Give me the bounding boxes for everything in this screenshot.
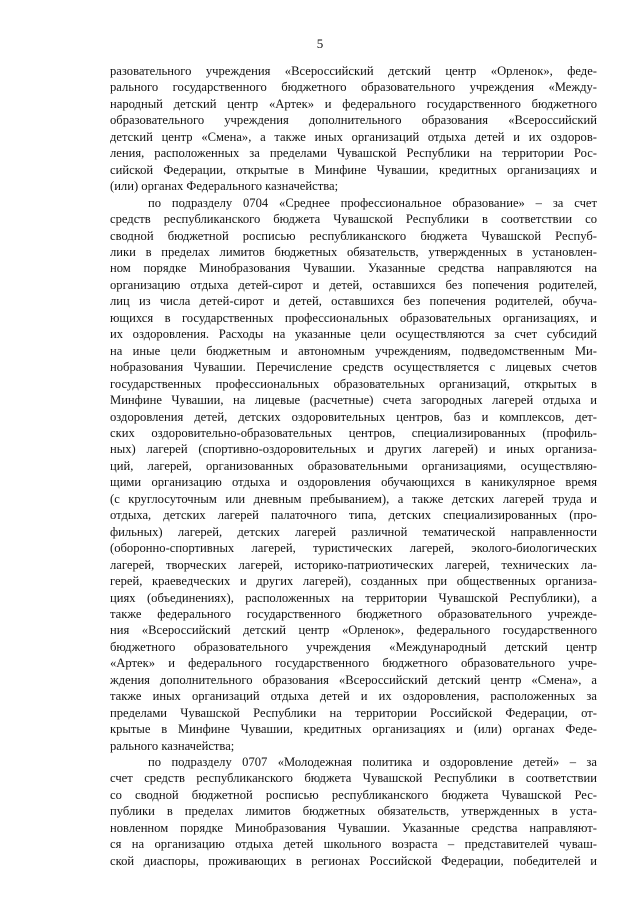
text-line: народный детский центр «Артек» и федерального государственного бюджетного [110, 96, 597, 111]
text-line: (оборонно-спортивных лагерей, туристических лагерей, эколого-биологических [110, 541, 597, 556]
text-line: циях (объединениях), расположенных на территории Чувашской Республики), а [110, 590, 597, 605]
body-text [110, 63, 597, 869]
text-line: детский центр «Смена», а также иных организаций отдыха детей и их оздоров- [110, 129, 597, 144]
text-line: также федерального государственного бюджетного образовательного учрежде- [110, 606, 597, 621]
text-line: фильных) лагерей, детских лагерей различной тематической направленности [110, 524, 597, 539]
text-line: также иных организаций отдыха детей и их оздоровления, расположенных за [110, 689, 597, 704]
text-line: (или) органах Федерального казначейства; [110, 179, 339, 194]
text-line: лики в пределах лимитов бюджетных обязательств, утвержденных в установлен- [110, 244, 597, 259]
text-line: нобразования Чувашии. Перечисление средств осуществляется с лицевых счетов [110, 360, 597, 375]
text-line: отдыха, детских лагерей палаточного типа, детских специализированных (про- [110, 508, 597, 523]
text-line: ждения дополнительного образования «Всероссийский детский центр «Смена», а [110, 672, 597, 687]
text-line: рального государственного бюджетного образовательного учреждения «Между- [110, 80, 597, 95]
paragraph-first-line: по подразделу 0707 «Молодежная политика и оздоровление детей» – за [148, 755, 597, 770]
text-line: ских оздоровительно-образовательных центров, специализированных (профиль- [110, 425, 597, 440]
text-line: сводной бюджетной росписью республиканского бюджета Чувашской Респуб- [110, 228, 597, 243]
text-line: на иные цели бюджетным и автономным учреждениям, подведомственным Ми- [110, 343, 597, 358]
text-line: ления, расположенных за пределами Чувашской Республики на территории Рос- [110, 146, 597, 161]
text-line: (с круглосуточным или дневным пребыванием), а также детских лагерей труда и [110, 491, 597, 506]
text-line: публики в пределах лимитов бюджетных обязательств, утвержденных в уста- [110, 804, 597, 819]
text-line: разовательного учреждения «Всероссийский детский центр «Орленок», феде- [110, 64, 597, 78]
text-line: со сводной бюджетной росписью республиканского бюджета Чувашской Рес- [110, 787, 597, 802]
text-line: сийской Федерации, открытые в Минфине Чувашии, кредитных организациях и [110, 162, 597, 177]
text-line: ном порядке Минобразования Чувашии. Указанные средства направляются на [110, 261, 597, 276]
text-line: организацию отдыха детей-сирот и детей, оставшихся без попечения родителей, [110, 277, 597, 292]
text-line: образовательного учреждения дополнительного образования «Всероссийский [110, 113, 597, 128]
text-line: ния «Всероссийский детский центр «Орленок», федерального государственного [110, 623, 597, 638]
page-number: 5 [316, 36, 324, 51]
text-line: крытые в Минфине Чувашии, кредитных организациях и (или) органах Феде- [110, 722, 597, 737]
text-line: ных) лагерей (спортивно-оздоровительных и других лагерей) и иных организа- [110, 442, 597, 457]
text-line: «Артек» и федерального государственного бюджетного образовательного учре- [110, 656, 597, 671]
text-line: государственных профессиональных образовательных организаций, открытых в [110, 376, 597, 391]
text-line: щими организацию отдыха и оздоровления обучающихся в каникулярное время [110, 475, 597, 490]
text-line: счет средств республиканского бюджета Чувашской Республики в соответствии [110, 771, 597, 786]
text-line: ющихся в государственных профессиональных образовательных организациях, и [110, 310, 597, 325]
text-line: герей, краеведческих и других лагерей), созданных при общественных организа- [110, 574, 597, 589]
text-line: ся на организацию отдыха детей школьного возраста – представителей чуваш- [110, 837, 597, 852]
text-line: лиц из числа детей-сирот и детей, оставшихся без попечения родителей, обуча- [110, 294, 597, 309]
text-line: лагерей, творческих лагерей, историко-патриотических лагерей, технических ла- [110, 557, 597, 572]
text-line: их оздоровления. Расходы на указанные цели осуществляются за счет субсидий [110, 327, 597, 342]
text-line: рального казначейства; [110, 738, 235, 753]
text-line: оздоровления детей, детских оздоровительных центров, баз и комплексов, дет- [110, 409, 597, 424]
text-line: ской диаспоры, проживающих в регионах Российской Федерации, победителей и [110, 853, 597, 868]
text-line: Минфине Чувашии, на лицевые (расчетные) счета загородных лагерей отдыха и [110, 393, 597, 408]
text-line: пределами Чувашской Республики на территории Российской Федерации, от- [110, 705, 597, 720]
text-line: средств республиканского бюджета Чувашской Республики в соответствии со [110, 212, 597, 227]
paragraph-first-line: по подразделу 0704 «Среднее профессиональное образование» – за счет [148, 195, 597, 210]
text-line: ций, лагерей, организованных образовательными организациями, осуществляю- [110, 458, 597, 473]
text-line: бюджетного образовательного учреждения «Международный детский центр [110, 639, 597, 654]
text-line: новленном порядке Минобразования Чувашии. Указанные средства направляют- [110, 820, 597, 835]
